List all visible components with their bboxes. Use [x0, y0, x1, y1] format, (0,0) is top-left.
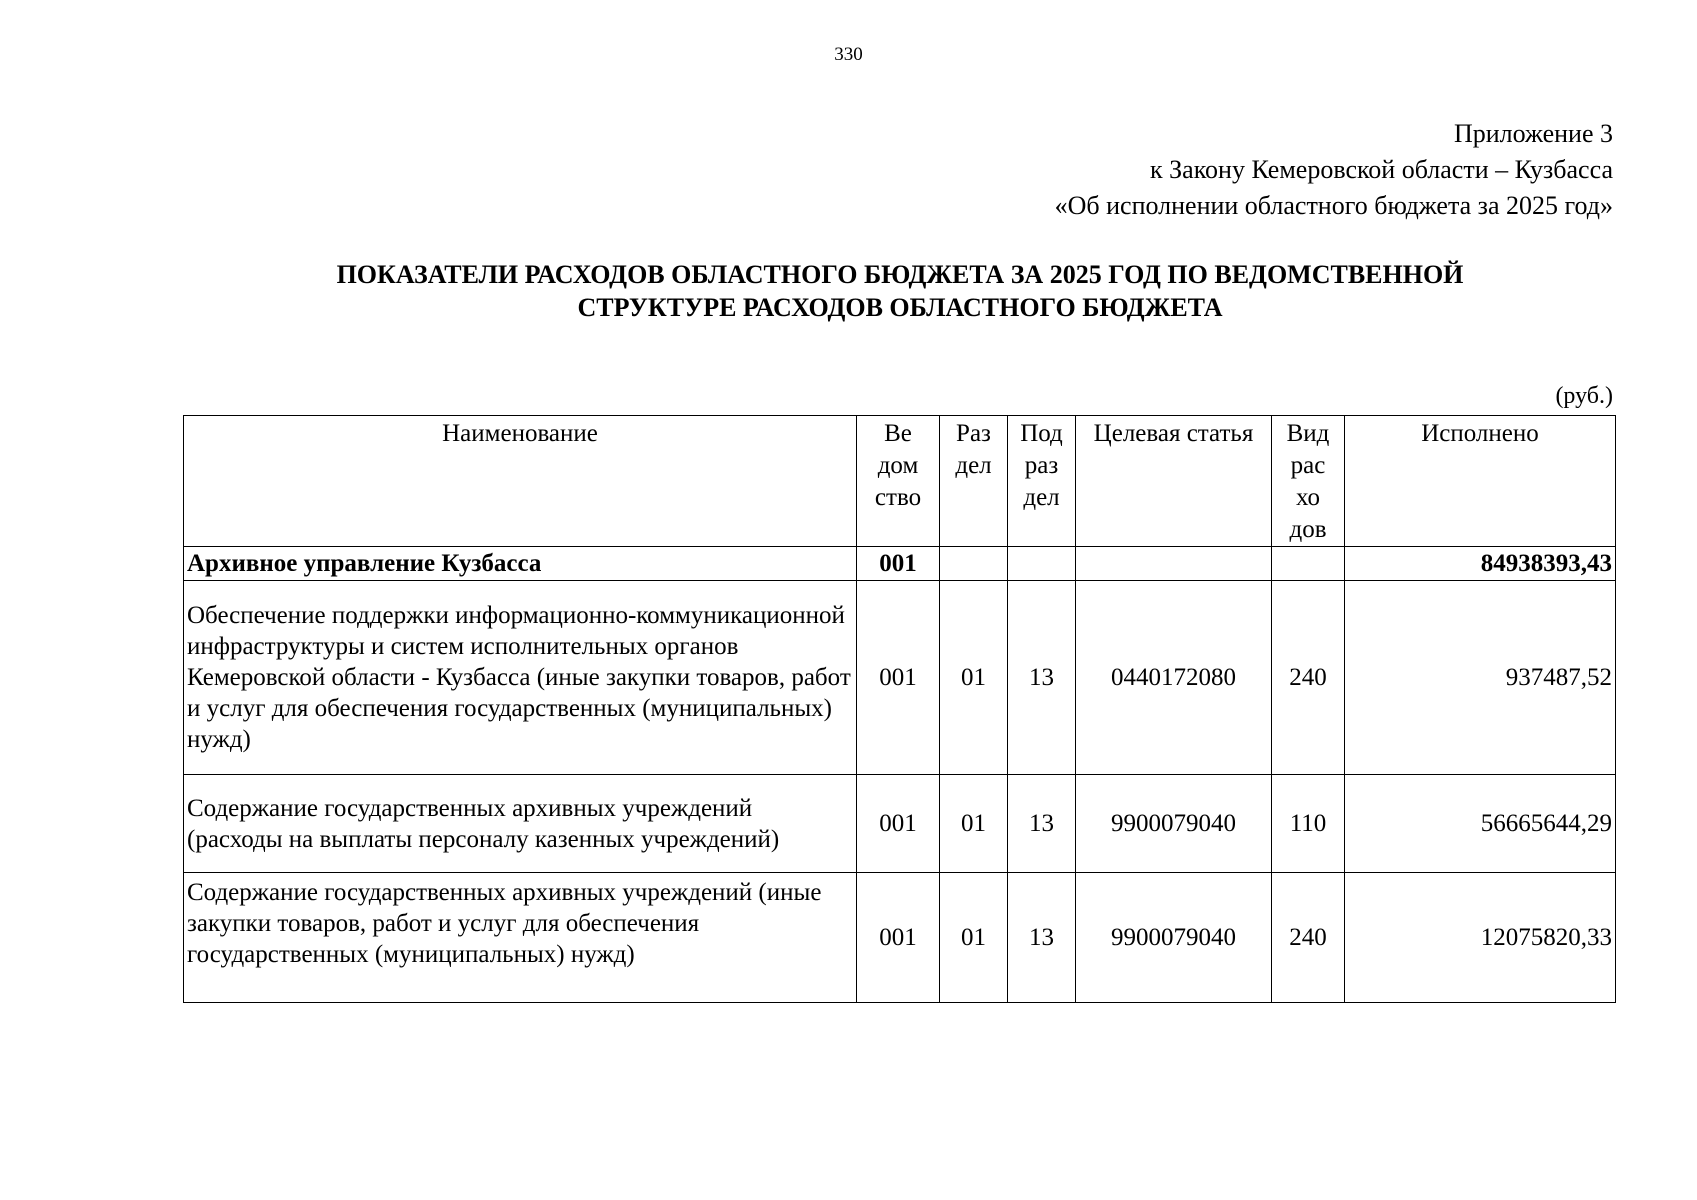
cell-name: Архивное управление Кузбасса: [184, 547, 857, 581]
cell-section: 01: [940, 873, 1008, 1003]
table-row: [184, 581, 1616, 775]
document-title-line-2: СТРУКТУРЕ РАСХОДОВ ОБЛАСТНОГО БЮДЖЕТА: [577, 293, 1223, 322]
table-row: [184, 873, 1616, 1003]
cell-executed: 937487,52: [1345, 581, 1616, 775]
expense-table: [183, 415, 1616, 1003]
cell-target-item: 9900079040: [1076, 775, 1272, 873]
table-row: [184, 547, 1616, 581]
cell-subsection: 13: [1008, 581, 1076, 775]
cell-department: 001: [857, 873, 940, 1003]
header-expense-type: Вид рас хо дов: [1272, 416, 1345, 547]
table-header-row: [184, 416, 1616, 547]
header-target-item: Целевая статья: [1076, 416, 1272, 547]
table-row: [184, 775, 1616, 873]
unit-label: (руб.): [1555, 383, 1613, 409]
cell-executed: 56665644,29: [1345, 775, 1616, 873]
cell-target-item: 9900079040: [1076, 873, 1272, 1003]
document-title: [180, 258, 1620, 324]
cell-section: [940, 547, 1008, 581]
cell-subsection: 13: [1008, 873, 1076, 1003]
header-executed: Исполнено: [1345, 416, 1616, 547]
cell-subsection: [1008, 547, 1076, 581]
header-department: Ве дом ство: [857, 416, 940, 547]
cell-department: 001: [857, 775, 940, 873]
cell-section: 01: [940, 775, 1008, 873]
cell-target-item: [1076, 547, 1272, 581]
cell-department: 001: [857, 581, 940, 775]
cell-expense-type: [1272, 547, 1345, 581]
cell-expense-type: 240: [1272, 581, 1345, 775]
cell-name: Обеспечение поддержки информационно-коммуникационной инфраструктуры и систем исполнительных органов Кемеровской области - Кузбасса (иные закупки товаров, работ и услуг для обеспечения государственных (муниципальных) нужд): [184, 581, 857, 775]
cell-executed: 84938393,43: [1345, 547, 1616, 581]
cell-executed: 12075820,33: [1345, 873, 1616, 1003]
header-section: Раз дел: [940, 416, 1008, 547]
appendix-line-1: Приложение 3: [1453, 119, 1613, 148]
appendix-note: [1055, 116, 1613, 224]
cell-name: Содержание государственных архивных учреждений (иные закупки товаров, работ и услуг для обеспечения государственных (муниципальных) нужд): [184, 873, 857, 1003]
cell-expense-type: 110: [1272, 775, 1345, 873]
page-number: 330: [834, 44, 863, 65]
appendix-line-2: к Закону Кемеровской области – Кузбасса: [1150, 155, 1613, 184]
cell-department: 001: [857, 547, 940, 581]
cell-name: Содержание государственных архивных учреждений (расходы на выплаты персоналу казенных учреждений): [184, 775, 857, 873]
header-subsection: Под раз дел: [1008, 416, 1076, 547]
header-name: Наименование: [184, 416, 857, 547]
cell-section: 01: [940, 581, 1008, 775]
cell-expense-type: 240: [1272, 873, 1345, 1003]
appendix-line-3: «Об исполнении областного бюджета за 2025 год»: [1054, 191, 1613, 220]
cell-target-item: 0440172080: [1076, 581, 1272, 775]
document-title-line-1: ПОКАЗАТЕЛИ РАСХОДОВ ОБЛАСТНОГО БЮДЖЕТА ЗА 2025 ГОД ПО ВЕДОМСТВЕННОЙ: [336, 260, 1464, 289]
cell-subsection: 13: [1008, 775, 1076, 873]
